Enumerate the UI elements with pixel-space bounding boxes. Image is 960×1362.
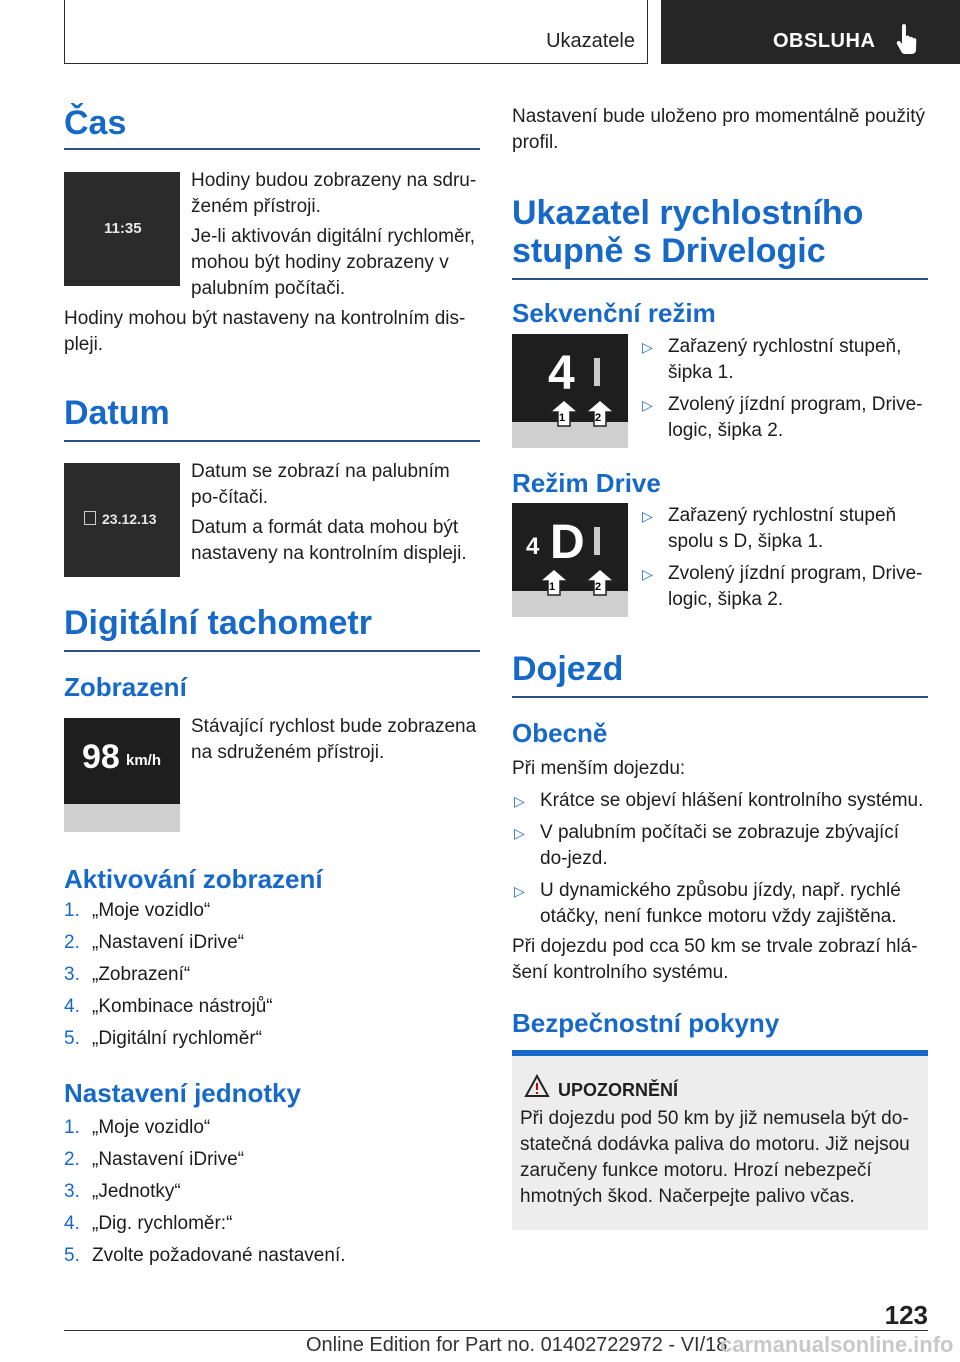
list-item: ▷ Zařazený rychlostní stupeň spolu s D, šipka 1. [642, 505, 897, 552]
heading-zobrazeni: Zobrazení [64, 672, 187, 702]
section-datum [64, 394, 480, 442]
header-section-box [64, 0, 648, 64]
list-item: 3. „Jednotky“ [64, 1181, 181, 1202]
header-chapter-title: OBSLUHA [773, 30, 876, 52]
list-item: ▷ V palubním počítači se zobrazuje zbývající do‐jezd. [514, 822, 900, 869]
arrow-label-2: 2 [595, 581, 602, 593]
calendar-icon [84, 511, 96, 525]
section-drivelogic [512, 194, 928, 280]
section-dojezd [512, 650, 928, 698]
obecne-list [512, 788, 928, 936]
heading-tachometr: Digitální tachometr [64, 604, 372, 642]
sekvencni-list [640, 334, 928, 450]
aktivovani-steps [64, 898, 480, 1058]
warning-triangle-icon [524, 1074, 550, 1098]
warning-title: UPOZORNĚNÍ [558, 1080, 679, 1100]
speed-display-image [64, 718, 180, 832]
date-display-value: 23.12.13 [102, 511, 157, 527]
list-item: 3. „Zobrazení“ [64, 964, 191, 985]
list-item: ▷ Zařazený rychlostní stupeň, šipka 1. [642, 336, 902, 383]
heading-drive: Režim Drive [512, 468, 661, 498]
sequential-gear-image [512, 334, 628, 448]
heading-sekvencni: Sekvenční režim [512, 298, 716, 328]
list-item: ▷ U dynamického způsobu jízdy, např. rychlé otáčky, není funkce motoru vždy zajištěna. [514, 880, 901, 927]
footer-rule [64, 1330, 928, 1331]
list-item: 4. „Dig. rychloměr:“ [64, 1213, 233, 1234]
drivelogic-bars-icon [594, 527, 616, 555]
list-item: 4. „Kombinace nástrojů“ [64, 996, 273, 1017]
clock-display-image [64, 172, 180, 286]
clock-display-time: 11:35 [104, 220, 142, 237]
heading-drivelogic: Ukazatel rychlostního stupně s Drivelogic [512, 194, 864, 270]
datum-text-1: Datum se zobrazí na palubním po‐čítači. [191, 461, 450, 508]
jednotky-steps [64, 1115, 480, 1275]
heading-bezpecnost: Bezpečnostní pokyny [512, 1008, 780, 1038]
list-item: ▷ Zvolený jízdní program, Drive‐logic, šipka 2. [642, 394, 923, 441]
speed-unit: km/h [126, 752, 162, 769]
date-display-image [64, 463, 180, 577]
list-item: 1. „Moje vozidlo“ [64, 900, 211, 921]
heading-obecne: Obecně [512, 718, 608, 748]
heading-rule [512, 696, 928, 698]
heading-aktivovani: Aktivování zobrazení [64, 864, 323, 894]
datum-text-2: Datum a formát data mohou být nastaveny na kontrolním displeji. [191, 517, 467, 564]
footer-edition: Online Edition for Part no. 01402722972 - VI/18 [306, 1334, 728, 1356]
arrow-label-1: 1 [549, 581, 556, 593]
obecne-intro: Při menším dojezdu: [512, 758, 686, 779]
list-item: 2. „Nastavení iDrive“ [64, 1149, 245, 1170]
heading-datum: Datum [64, 394, 170, 432]
cas-text-3: Hodiny mohou být nastaveny na kontrolním dis‐pleji. [64, 308, 466, 355]
heading-jednotky: Nastavení jednotky [64, 1078, 301, 1108]
drive-list [640, 503, 928, 619]
list-item: 1. „Moje vozidlo“ [64, 1117, 211, 1138]
speed-value: 98 [82, 738, 120, 776]
heading-rule [64, 440, 480, 442]
zobrazeni-text: Stávající rychlost bude zobrazena na sdruženém přístroji. [191, 716, 477, 763]
warning-bar [512, 1050, 928, 1056]
cas-text-1: Hodiny budou zobrazeny na sdru‐ženém přístroji. [191, 170, 477, 217]
list-item: ▷ Zvolený jízdní program, Drive‐logic, šipka 2. [642, 563, 923, 610]
drivelogic-bars-icon [594, 358, 616, 386]
heading-rule [512, 278, 928, 280]
heading-dojezd: Dojezd [512, 650, 624, 688]
section-cas [64, 104, 480, 150]
gear-number: 4 [526, 533, 540, 560]
section-tachometr [64, 604, 480, 652]
heading-cas: Čas [64, 104, 127, 142]
list-item: 2. „Nastavení iDrive“ [64, 932, 245, 953]
arrow-label-2: 2 [595, 412, 602, 424]
heading-rule [64, 650, 480, 652]
watermark: carmanualsonline.info [720, 1332, 954, 1357]
list-item: ▷ Krátce se objeví hlášení kontrolního systému. [514, 790, 924, 811]
page-number: 123 [884, 1300, 928, 1330]
drive-mode-image [512, 503, 628, 617]
header-section-title: Ukazatele [546, 30, 635, 52]
arrow-label-1: 1 [559, 412, 566, 424]
drive-mode-letter: D [550, 516, 585, 569]
profile-note: Nastavení bude uloženo pro momentálně použitý profil. [512, 106, 925, 153]
list-item: 5. „Digitální rychloměr“ [64, 1028, 262, 1049]
list-item: 5. Zvolte požadované nastavení. [64, 1245, 346, 1266]
gear-number: 4 [548, 347, 575, 400]
callout-arrows-icon [546, 398, 626, 428]
cas-text-2: Je-li aktivován digitální rychloměr, mohou být hodiny zobrazeny v palubním počítači. [191, 226, 476, 299]
warning-box [512, 1050, 928, 1230]
heading-rule [64, 148, 480, 150]
hand-pointer-icon [895, 22, 919, 56]
header-chapter-box [661, 0, 960, 64]
obecne-after: Při dojezdu pod cca 50 km se trvale zobrazí hlá‐šení kontrolního systému. [512, 936, 918, 983]
warning-text: Při dojezdu pod 50 km by již nemusela být do‐statečná dodávka paliva do motoru. Již nejsou zaručeny funkce motoru. Hrozí nebezpečí hmotných škod. Načerpejte palivo včas. [520, 1108, 910, 1207]
